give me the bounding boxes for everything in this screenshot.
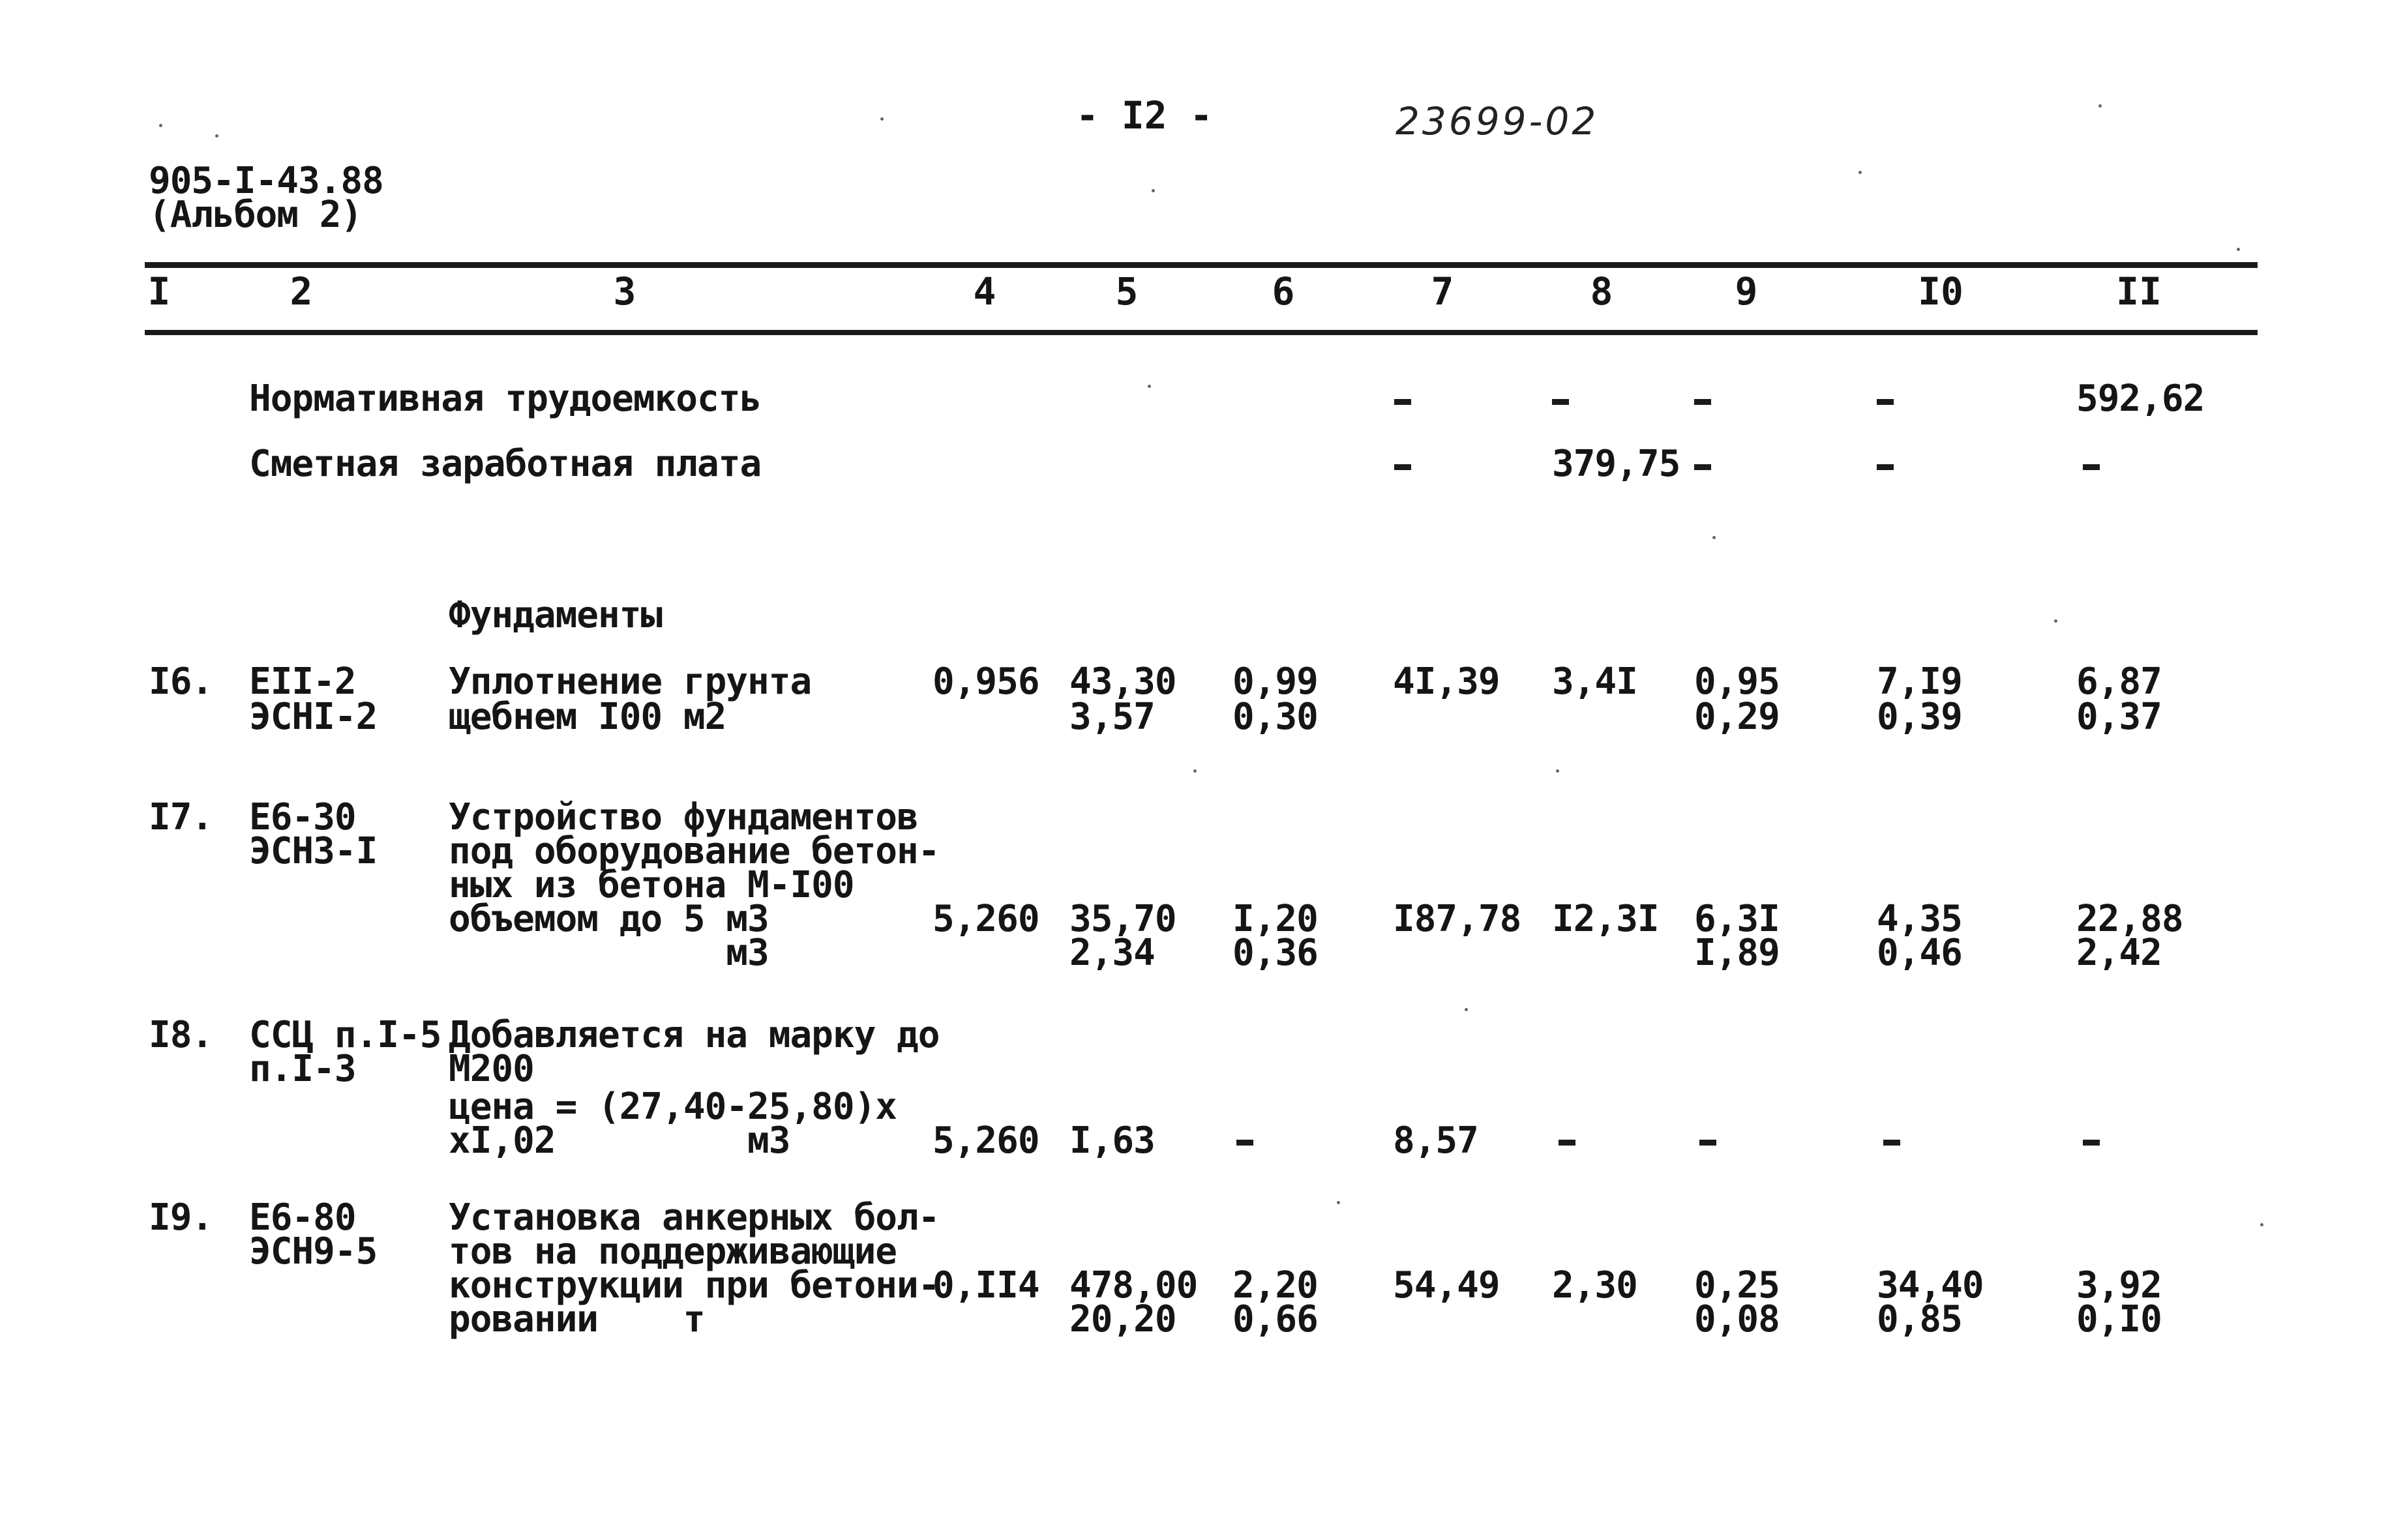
scan-speck xyxy=(1858,171,1862,174)
value-bottom: 0,66 xyxy=(1232,1298,1318,1340)
value-top: 34,40 xyxy=(1877,1264,1984,1307)
value-bottom: 20,20 xyxy=(1069,1298,1176,1340)
value-bottom: 0,I0 xyxy=(2076,1298,2162,1340)
value-top: 0,99 xyxy=(1232,660,1318,703)
empty-dash xyxy=(1552,399,1569,405)
empty-dash xyxy=(1699,1140,1716,1146)
value-top: 478,00 xyxy=(1069,1264,1198,1307)
header-bottom-rule xyxy=(145,330,2258,335)
description-line: под оборудование бетон- xyxy=(449,830,940,872)
value-bottom: 0,08 xyxy=(1694,1298,1780,1340)
value-bottom: 2,34 xyxy=(1069,932,1155,974)
scan-speck xyxy=(1148,385,1151,388)
column-number: 3 xyxy=(613,269,636,314)
album-label: (Альбом 2) xyxy=(149,194,363,236)
column-number: 8 xyxy=(1590,269,1613,314)
scan-speck xyxy=(2098,104,2102,108)
empty-dash xyxy=(1236,1140,1253,1146)
scan-speck xyxy=(1712,536,1716,539)
empty-dash xyxy=(2083,1140,2100,1146)
value-top: 22,88 xyxy=(2076,898,2183,940)
code-line: E6-30 xyxy=(249,796,356,838)
column-number: II xyxy=(2116,269,2162,314)
value-top: 2,20 xyxy=(1232,1264,1318,1307)
doc-code: 905-I-43.88 xyxy=(149,160,383,202)
value-bottom: 0,85 xyxy=(1877,1298,1962,1340)
code-line: E6-80 xyxy=(249,1196,356,1239)
scan-speck xyxy=(2237,248,2240,251)
scan-speck xyxy=(2260,1223,2263,1226)
value-bottom: 0,39 xyxy=(1877,696,1962,738)
handwritten-code: 23699-02 xyxy=(1395,99,1599,143)
quantity: 5,260 xyxy=(933,1119,1039,1162)
row-number: I8. xyxy=(149,1014,213,1056)
description-line: хI,02 м3 xyxy=(449,1119,790,1162)
top-rule xyxy=(145,262,2258,268)
column-number: I0 xyxy=(1918,269,1963,314)
empty-dash xyxy=(1877,399,1894,405)
description-line: Добавляется на марку до xyxy=(449,1014,940,1056)
scan-speck xyxy=(1556,769,1559,773)
empty-dash xyxy=(1877,464,1894,470)
value-bottom: 0,29 xyxy=(1694,696,1780,738)
scan-speck xyxy=(1337,1201,1340,1204)
value-top: 35,70 xyxy=(1069,898,1176,940)
description-line: объемом до 5 м3 xyxy=(449,898,769,940)
column-number: 5 xyxy=(1115,269,1139,314)
empty-dash xyxy=(2083,464,2100,470)
empty-dash xyxy=(1559,1140,1575,1146)
scan-speck xyxy=(2054,619,2057,623)
description-line: щебнем I00 м2 xyxy=(449,696,726,738)
value: 4I,39 xyxy=(1393,660,1500,703)
column-number: 6 xyxy=(1272,269,1295,314)
value-top: 3,92 xyxy=(2076,1264,2162,1307)
row-number: I7. xyxy=(149,796,213,838)
value-bottom: 0,36 xyxy=(1232,932,1318,974)
scan-speck xyxy=(1152,189,1155,192)
value-top: 43,30 xyxy=(1069,660,1176,703)
code-line: ЭСН3-I xyxy=(249,830,378,872)
value-top: 4,35 xyxy=(1877,898,1962,940)
value-bottom: 0,30 xyxy=(1232,696,1318,738)
value: 2,30 xyxy=(1552,1264,1637,1307)
quantity: 0,956 xyxy=(933,660,1039,703)
empty-dash xyxy=(1394,399,1411,405)
description-line: конструкции при бетони- xyxy=(449,1264,940,1307)
code-line: ССЦ п.I-5 xyxy=(249,1014,441,1056)
scan-speck xyxy=(880,117,884,121)
value-top: 6,3I xyxy=(1694,898,1780,940)
column-number: 7 xyxy=(1431,269,1454,314)
description-line: м3 xyxy=(449,932,769,974)
value-bottom: 2,42 xyxy=(2076,932,2162,974)
description-line: М200 xyxy=(449,1048,534,1090)
value-top: 6,87 xyxy=(2076,660,2162,703)
column-number: 2 xyxy=(290,269,313,314)
labor-label: Нормативная трудоемкость xyxy=(249,378,762,420)
value-bottom: I,89 xyxy=(1694,932,1780,974)
value-top: 0,95 xyxy=(1694,660,1780,703)
value-bottom: 3,57 xyxy=(1069,696,1155,738)
description-line: цена = (27,40-25,80)х xyxy=(449,1086,897,1128)
empty-dash xyxy=(1694,399,1711,405)
code-line: п.I-3 xyxy=(249,1048,356,1090)
value: 8,57 xyxy=(1393,1119,1478,1162)
value: I2,3I xyxy=(1552,898,1659,940)
quantity: 5,260 xyxy=(933,898,1039,940)
column-number: 9 xyxy=(1735,269,1758,314)
value: 3,4I xyxy=(1552,660,1637,703)
value-bottom: 0,46 xyxy=(1877,932,1962,974)
empty-dash xyxy=(1394,464,1411,470)
value: I,63 xyxy=(1069,1119,1155,1162)
value: 54,49 xyxy=(1393,1264,1500,1307)
empty-dash xyxy=(1883,1140,1900,1146)
scan-speck xyxy=(215,134,218,138)
wage-label: Сметная заработная плата xyxy=(249,443,762,485)
empty-dash xyxy=(1694,464,1711,470)
description-line: Установка анкерных бол- xyxy=(449,1196,940,1239)
column-number: I xyxy=(147,269,171,314)
scan-speck xyxy=(1193,769,1197,773)
description-line: тов на поддерживающие xyxy=(449,1230,897,1273)
value: I87,78 xyxy=(1393,898,1521,940)
scan-speck xyxy=(159,124,162,127)
value-top: 0,25 xyxy=(1694,1264,1780,1307)
wage-total: 379,75 xyxy=(1552,443,1680,485)
column-number: 4 xyxy=(973,269,996,314)
row-number: I9. xyxy=(149,1196,213,1239)
value-bottom: 0,37 xyxy=(2076,696,2162,738)
section-title: Фундаменты xyxy=(449,594,663,636)
row-number: I6. xyxy=(149,660,213,703)
labor-total: 592,62 xyxy=(2076,378,2205,420)
description-line: Устройство фундаментов xyxy=(449,796,918,838)
value-top: I,20 xyxy=(1232,898,1318,940)
description-line: ровании т xyxy=(449,1298,705,1340)
value-top: 7,I9 xyxy=(1877,660,1962,703)
code-line: ЭСНI-2 xyxy=(249,696,378,738)
code-line: ЭСН9-5 xyxy=(249,1230,378,1273)
code-line: EII-2 xyxy=(249,660,356,703)
quantity: 0,II4 xyxy=(933,1264,1039,1307)
description-line: ных из бетона М-I00 xyxy=(449,864,854,906)
description-line: Уплотнение грунта xyxy=(449,660,812,703)
page-number: - I2 - xyxy=(1076,93,1213,138)
scan-speck xyxy=(1465,1008,1468,1011)
